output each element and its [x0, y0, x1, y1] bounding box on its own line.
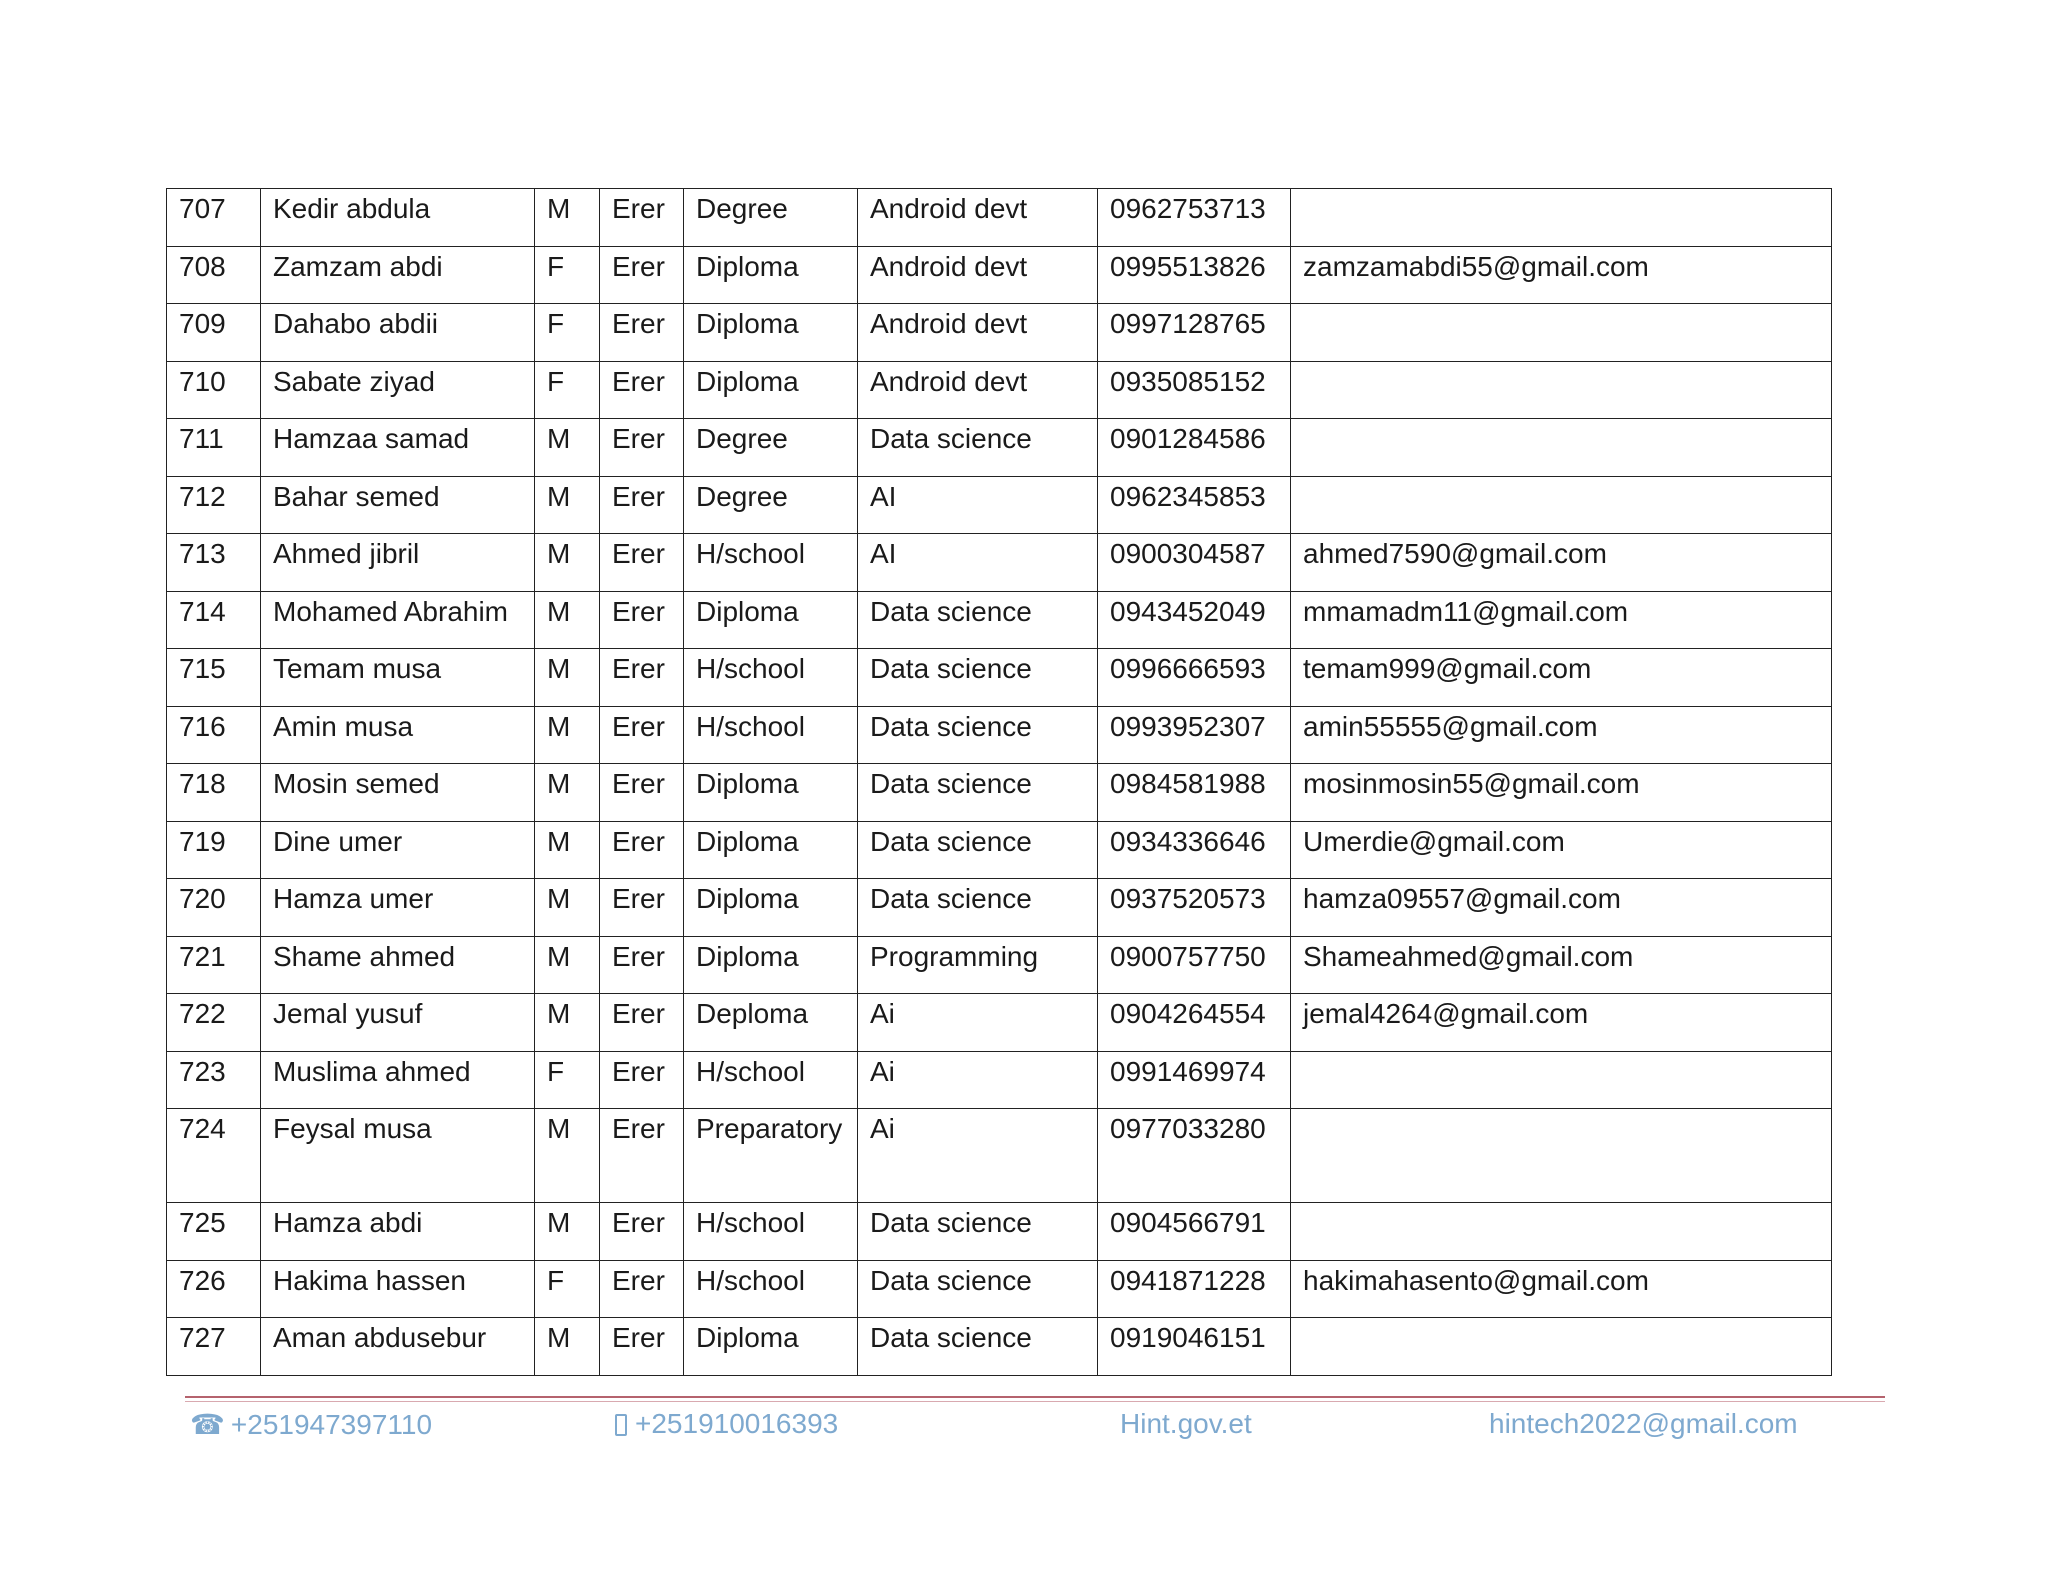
table-row: [167, 476, 1832, 534]
cell-sex: M: [535, 476, 600, 534]
cell-sex: M: [535, 936, 600, 994]
cell-id: 722: [167, 994, 261, 1052]
table-row: [167, 1051, 1832, 1109]
cell-sex: F: [535, 246, 600, 304]
cell-phone: 0962753713: [1098, 189, 1291, 247]
footer: [0, 1408, 2048, 1448]
cell-phone: 0977033280: [1098, 1109, 1291, 1203]
cell-sex: M: [535, 189, 600, 247]
cell-field: Data science: [858, 1260, 1098, 1318]
cell-field: Ai: [858, 1109, 1098, 1203]
cell-education: Diploma: [684, 936, 858, 994]
cell-email: Shameahmed@gmail.com: [1291, 936, 1832, 994]
cell-field: Data science: [858, 821, 1098, 879]
cell-location: Erer: [600, 706, 684, 764]
table-row: [167, 534, 1832, 592]
cell-field: Data science: [858, 764, 1098, 822]
cell-location: Erer: [600, 994, 684, 1052]
cell-phone: 0943452049: [1098, 591, 1291, 649]
cell-id: 719: [167, 821, 261, 879]
cell-name: Temam musa: [261, 649, 535, 707]
cell-name: Dahabo abdii: [261, 304, 535, 362]
cell-id: 726: [167, 1260, 261, 1318]
cell-id: 708: [167, 246, 261, 304]
cell-education: Diploma: [684, 1318, 858, 1376]
table-row: [167, 361, 1832, 419]
cell-education: Preparatory: [684, 1109, 858, 1203]
cell-location: Erer: [600, 879, 684, 937]
cell-sex: M: [535, 706, 600, 764]
cell-phone: 0962345853: [1098, 476, 1291, 534]
table-row: [167, 879, 1832, 937]
mobile-phone-icon: [615, 1414, 627, 1436]
cell-email: [1291, 1203, 1832, 1261]
cell-location: Erer: [600, 821, 684, 879]
cell-field: Data science: [858, 649, 1098, 707]
cell-email: temam999@gmail.com: [1291, 649, 1832, 707]
cell-location: Erer: [600, 764, 684, 822]
footer-phone-2[interactable]: +251910016393: [615, 1408, 838, 1440]
cell-email: [1291, 1051, 1832, 1109]
table-row: [167, 189, 1832, 247]
cell-sex: M: [535, 879, 600, 937]
cell-email: [1291, 1109, 1832, 1203]
cell-name: Bahar semed: [261, 476, 535, 534]
cell-sex: M: [535, 1203, 600, 1261]
cell-sex: F: [535, 304, 600, 362]
table-row: [167, 994, 1832, 1052]
cell-phone: 0900304587: [1098, 534, 1291, 592]
footer-email-link[interactable]: hintech2022@gmail.com: [1489, 1408, 1798, 1439]
cell-email: [1291, 361, 1832, 419]
cell-sex: M: [535, 994, 600, 1052]
cell-id: 711: [167, 419, 261, 477]
table-row: [167, 304, 1832, 362]
cell-name: Jemal yusuf: [261, 994, 535, 1052]
cell-phone: 0941871228: [1098, 1260, 1291, 1318]
cell-education: H/school: [684, 1260, 858, 1318]
cell-phone: 0993952307: [1098, 706, 1291, 764]
cell-location: Erer: [600, 476, 684, 534]
cell-email: hakimahasento@gmail.com: [1291, 1260, 1832, 1318]
cell-id: 712: [167, 476, 261, 534]
cell-sex: M: [535, 419, 600, 477]
cell-field: Android devt: [858, 189, 1098, 247]
cell-email: ahmed7590@gmail.com: [1291, 534, 1832, 592]
cell-name: Sabate ziyad: [261, 361, 535, 419]
cell-education: H/school: [684, 706, 858, 764]
cell-name: Zamzam abdi: [261, 246, 535, 304]
cell-name: Dine umer: [261, 821, 535, 879]
cell-name: Ahmed jibril: [261, 534, 535, 592]
cell-location: Erer: [600, 534, 684, 592]
cell-sex: F: [535, 1051, 600, 1109]
cell-email: [1291, 419, 1832, 477]
footer-website-link[interactable]: Hint.gov.et: [1120, 1408, 1252, 1439]
footer-phone-1[interactable]: ☎ +251947397110: [190, 1409, 433, 1440]
cell-phone: 0984581988: [1098, 764, 1291, 822]
cell-name: Mosin semed: [261, 764, 535, 822]
phone-icon: ☎: [190, 1409, 225, 1440]
cell-location: Erer: [600, 1203, 684, 1261]
table-row: [167, 821, 1832, 879]
cell-email: [1291, 476, 1832, 534]
table-row: [167, 246, 1832, 304]
cell-field: Data science: [858, 591, 1098, 649]
cell-location: Erer: [600, 936, 684, 994]
cell-name: Feysal musa: [261, 1109, 535, 1203]
cell-email: mmamadm11@gmail.com: [1291, 591, 1832, 649]
cell-id: 716: [167, 706, 261, 764]
cell-email: [1291, 189, 1832, 247]
cell-education: H/school: [684, 1203, 858, 1261]
cell-field: AI: [858, 476, 1098, 534]
cell-id: 714: [167, 591, 261, 649]
table-row: [167, 649, 1832, 707]
cell-education: Diploma: [684, 246, 858, 304]
cell-phone: 0904566791: [1098, 1203, 1291, 1261]
cell-name: Hamzaa samad: [261, 419, 535, 477]
cell-id: 710: [167, 361, 261, 419]
cell-field: Android devt: [858, 304, 1098, 362]
cell-phone: 0996666593: [1098, 649, 1291, 707]
cell-email: Umerdie@gmail.com: [1291, 821, 1832, 879]
cell-location: Erer: [600, 419, 684, 477]
cell-name: Mohamed Abrahim: [261, 591, 535, 649]
table-row: [167, 591, 1832, 649]
cell-phone: 0900757750: [1098, 936, 1291, 994]
table-row: [167, 1260, 1832, 1318]
cell-name: Hamza abdi: [261, 1203, 535, 1261]
cell-field: Ai: [858, 1051, 1098, 1109]
cell-field: AI: [858, 534, 1098, 592]
cell-field: Programming: [858, 936, 1098, 994]
cell-education: Diploma: [684, 879, 858, 937]
table-row: [167, 936, 1832, 994]
cell-phone: 0997128765: [1098, 304, 1291, 362]
cell-email: amin55555@gmail.com: [1291, 706, 1832, 764]
cell-sex: F: [535, 1260, 600, 1318]
table-row: [167, 706, 1832, 764]
cell-location: Erer: [600, 1260, 684, 1318]
cell-id: 718: [167, 764, 261, 822]
cell-id: 721: [167, 936, 261, 994]
cell-name: Hamza umer: [261, 879, 535, 937]
cell-field: Data science: [858, 879, 1098, 937]
table-row: [167, 1318, 1832, 1376]
cell-id: 707: [167, 189, 261, 247]
cell-sex: M: [535, 649, 600, 707]
cell-sex: F: [535, 361, 600, 419]
cell-sex: M: [535, 764, 600, 822]
table-row: [167, 1109, 1832, 1203]
table-row: [167, 1203, 1832, 1261]
cell-phone: 0901284586: [1098, 419, 1291, 477]
cell-education: Degree: [684, 476, 858, 534]
cell-location: Erer: [600, 649, 684, 707]
cell-email: mosinmosin55@gmail.com: [1291, 764, 1832, 822]
cell-location: Erer: [600, 1051, 684, 1109]
cell-field: Data science: [858, 419, 1098, 477]
cell-field: Data science: [858, 1203, 1098, 1261]
cell-education: Diploma: [684, 821, 858, 879]
cell-name: Aman abdusebur: [261, 1318, 535, 1376]
cell-phone: 0935085152: [1098, 361, 1291, 419]
cell-email: jemal4264@gmail.com: [1291, 994, 1832, 1052]
cell-location: Erer: [600, 304, 684, 362]
cell-email: zamzamabdi55@gmail.com: [1291, 246, 1832, 304]
cell-phone: 0934336646: [1098, 821, 1291, 879]
cell-name: Amin musa: [261, 706, 535, 764]
cell-phone: 0904264554: [1098, 994, 1291, 1052]
cell-phone: 0919046151: [1098, 1318, 1291, 1376]
footer-divider-secondary: [185, 1401, 1885, 1402]
cell-email: [1291, 304, 1832, 362]
cell-location: Erer: [600, 246, 684, 304]
cell-email: hamza09557@gmail.com: [1291, 879, 1832, 937]
cell-education: H/school: [684, 534, 858, 592]
cell-phone: 0995513826: [1098, 246, 1291, 304]
table-row: [167, 764, 1832, 822]
cell-education: Deploma: [684, 994, 858, 1052]
cell-education: H/school: [684, 1051, 858, 1109]
table-row: [167, 419, 1832, 477]
cell-id: 713: [167, 534, 261, 592]
cell-sex: M: [535, 1109, 600, 1203]
student-table: [166, 188, 1832, 1376]
cell-field: Android devt: [858, 361, 1098, 419]
cell-sex: M: [535, 1318, 600, 1376]
cell-location: Erer: [600, 1109, 684, 1203]
cell-sex: M: [535, 821, 600, 879]
cell-id: 727: [167, 1318, 261, 1376]
cell-sex: M: [535, 534, 600, 592]
cell-id: 715: [167, 649, 261, 707]
cell-name: Kedir abdula: [261, 189, 535, 247]
cell-name: Hakima hassen: [261, 1260, 535, 1318]
cell-id: 709: [167, 304, 261, 362]
cell-education: Diploma: [684, 591, 858, 649]
cell-phone: 0991469974: [1098, 1051, 1291, 1109]
cell-email: [1291, 1318, 1832, 1376]
cell-name: Shame ahmed: [261, 936, 535, 994]
cell-education: Diploma: [684, 764, 858, 822]
cell-id: 720: [167, 879, 261, 937]
cell-education: Degree: [684, 419, 858, 477]
cell-field: Android devt: [858, 246, 1098, 304]
cell-name: Muslima ahmed: [261, 1051, 535, 1109]
cell-education: Diploma: [684, 304, 858, 362]
cell-phone: 0937520573: [1098, 879, 1291, 937]
cell-sex: M: [535, 591, 600, 649]
cell-location: Erer: [600, 361, 684, 419]
cell-education: Degree: [684, 189, 858, 247]
cell-id: 725: [167, 1203, 261, 1261]
cell-id: 723: [167, 1051, 261, 1109]
footer-divider: [185, 1396, 1885, 1398]
cell-location: Erer: [600, 1318, 684, 1376]
cell-id: 724: [167, 1109, 261, 1203]
cell-field: Data science: [858, 706, 1098, 764]
cell-education: Diploma: [684, 361, 858, 419]
cell-education: H/school: [684, 649, 858, 707]
cell-location: Erer: [600, 189, 684, 247]
cell-field: Data science: [858, 1318, 1098, 1376]
cell-location: Erer: [600, 591, 684, 649]
cell-field: Ai: [858, 994, 1098, 1052]
